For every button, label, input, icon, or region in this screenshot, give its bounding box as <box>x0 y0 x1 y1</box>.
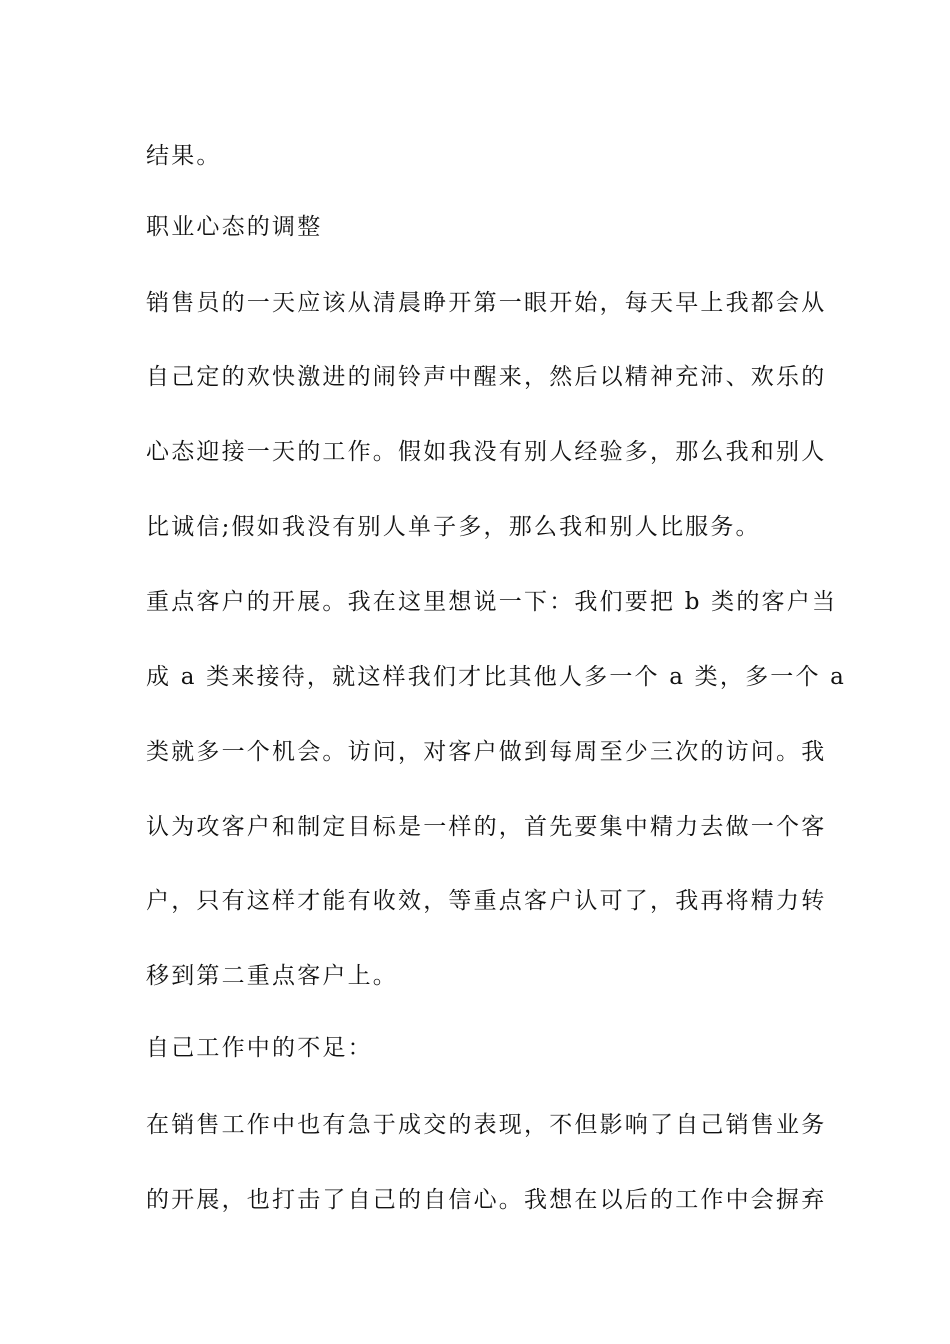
section-heading-mindset: 职业心态的调整 <box>146 214 323 240</box>
text-line-1: 结果。 <box>146 143 222 169</box>
text-line-9: 类就多一个机会。访问，对客户做到每周至少三次的访问。我 <box>146 739 827 765</box>
section-heading-shortcomings: 自己工作中的不足： <box>146 1035 373 1061</box>
text-line-5: 心态迎接一天的工作。假如我没有别人经验多，那么我和别人 <box>146 439 827 465</box>
text-line-10: 认为攻客户和制定目标是一样的，首先要集中精力去做一个客 <box>146 814 827 840</box>
text-line-4: 自己定的欢快激进的闹铃声中醒来，然后以精神充沛、欢乐的 <box>146 364 827 390</box>
text-line-14: 在销售工作中也有急于成交的表现，不但影响了自己销售业务 <box>146 1112 827 1138</box>
text-line-6: 比诚信;假如我没有别人单子多，那么我和别人比服务。 <box>146 514 761 540</box>
text-line-12: 移到第二重点客户上。 <box>146 963 398 989</box>
text-line-8: 成 a 类来接待，就这样我们才比其他人多一个 a 类，多一个 a <box>146 664 847 690</box>
text-line-7: 重点客户的开展。我在这里想说一下：我们要把 b 类的客户当 <box>146 589 838 615</box>
text-line-11: 户，只有这样才能有收效，等重点客户认可了，我再将精力转 <box>146 888 827 914</box>
text-line-15: 的开展，也打击了自己的自信心。我想在以后的工作中会摒弃 <box>146 1187 827 1213</box>
text-line-3: 销售员的一天应该从清晨睁开第一眼开始，每天早上我都会从 <box>146 290 827 316</box>
